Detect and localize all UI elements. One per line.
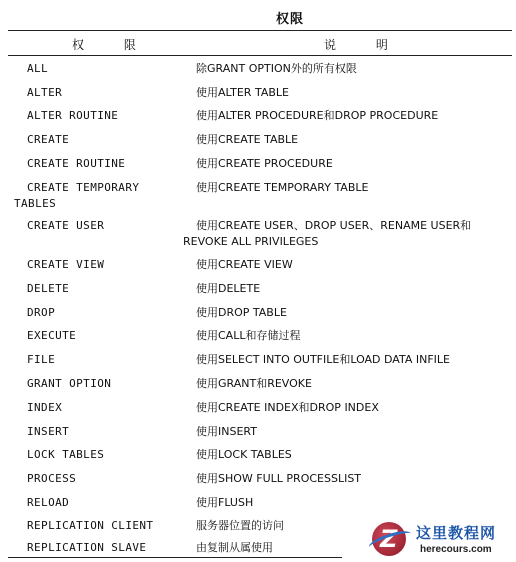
privilege-cell: FILE [27,353,56,366]
description-cell: 使用SHOW FULL PROCESSLIST [196,472,362,485]
watermark-url: herecours.com [420,544,492,555]
description-cell: 服务器位置的访问 [196,519,284,532]
description-cell: 使用DELETE [196,282,261,295]
description-cell: 使用ALTER TABLE [196,86,289,99]
z-letter-icon: Z [380,525,398,553]
privilege-cell: LOCK TABLES [27,448,105,461]
privilege-cell: REPLICATION SLAVE [27,541,147,554]
description-cell: 使用ALTER PROCEDURE和DROP PROCEDURE [196,109,439,122]
privilege-cell: EXECUTE [27,329,77,342]
description-cell: 使用FLUSH [196,496,254,509]
description-cell: 使用CREATE TEMPORARY TABLE [196,181,369,194]
description-cell: 使用CALL和存储过程 [196,329,301,342]
description-cell: 使用CREATE PROCEDURE [196,157,333,170]
privilege-cell: DROP [27,306,56,319]
description-cell: 使用LOCK TABLES [196,448,292,461]
privilege-cell: INSERT [27,425,70,438]
table-bottom-rule [8,557,342,558]
table-top-rule [8,30,512,31]
description-cell: 使用CREATE INDEX和DROP INDEX [196,401,379,414]
privilege-cell: GRANT OPTION [27,377,112,390]
privilege-cell: ALTER [27,86,63,99]
privilege-cell: CREATE ROUTINE [27,157,126,170]
privilege-cell: RELOAD [27,496,70,509]
watermark-name: 这里教程网 [416,524,497,542]
privilege-cell: CREATE VIEW [27,258,105,271]
description-cell: 除GRANT OPTION外的所有权限 [196,62,357,75]
description-cell: 由复制从属使用 [196,541,273,554]
privilege-cell: CREATE USER [27,219,105,232]
description-cell: 使用CREATE TABLE [196,133,299,146]
privilege-cell: DELETE [27,282,70,295]
privilege-cell: REPLICATION CLIENT [27,519,154,532]
description-cell: 使用GRANT和REVOKE [196,377,312,390]
privilege-cell: ALL [27,62,49,75]
header-description: 说 明 [324,38,406,52]
description-cell: 使用SELECT INTO OUTFILE和LOAD DATA INFILE [196,353,450,366]
description-cell: 使用INSERT [196,425,257,438]
watermark-logo [368,516,516,562]
privilege-cell: PROCESS [27,472,77,485]
privilege-cell: CREATE TEMPORARY TABLES [14,181,147,210]
header-privilege: 权 限 [72,38,154,52]
privilege-cell: ALTER ROUTINE [27,109,119,122]
privilege-cell: INDEX [27,401,63,414]
privilege-cell: CREATE [27,133,70,146]
table-header-rule [8,55,512,56]
table-title: 权限 [275,12,304,27]
description-cell: 使用CREATE VIEW [196,258,293,271]
description-cell: 使用DROP TABLE [196,306,287,319]
description-cell: 使用CREATE USER、DROP USER、RENAME USER和REVOKE ALL PRIVILEGES [183,219,472,248]
